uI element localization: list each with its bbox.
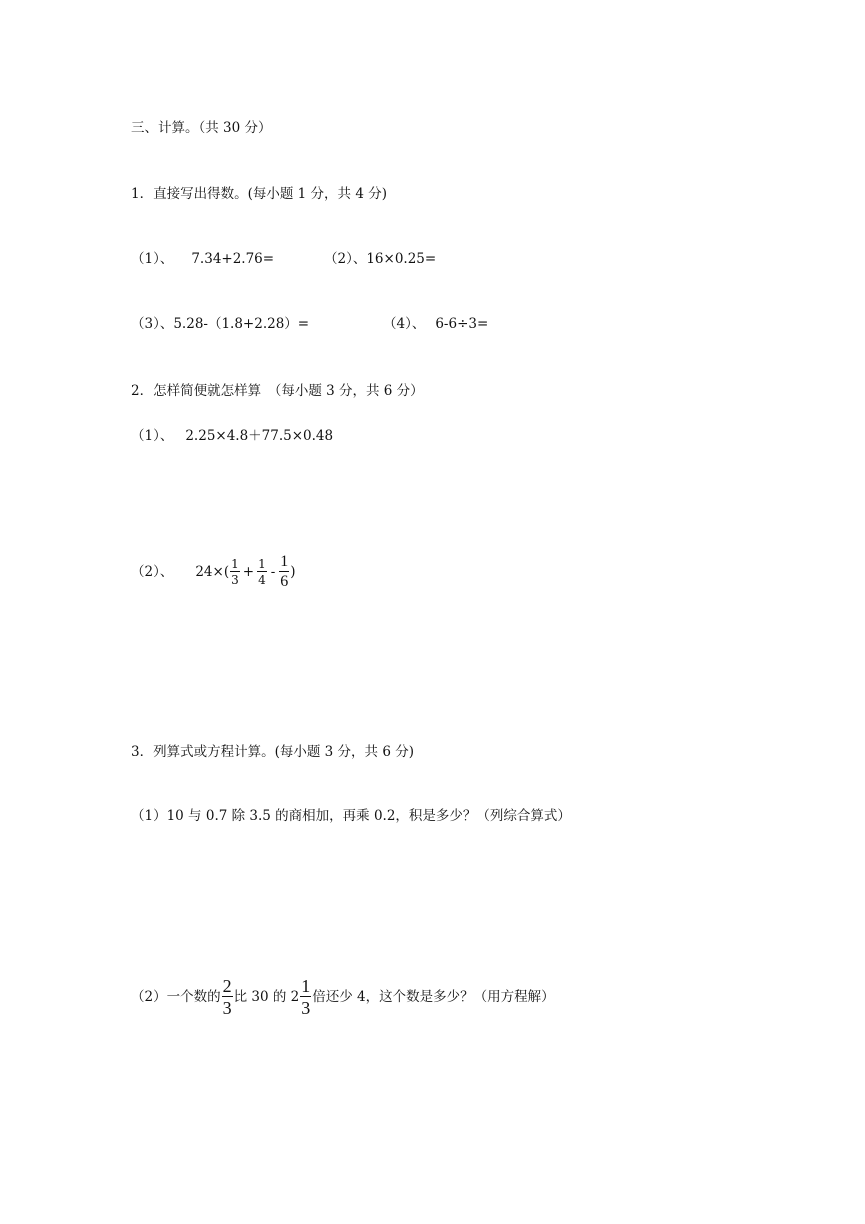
q1-item-3-expr: 5.28-（1.8+2.28）= <box>173 316 310 332</box>
q3-item-2 <box>131 974 555 1020</box>
q2-item-2 <box>131 551 296 593</box>
q1-item-3-label: （3）、 <box>131 316 174 332</box>
q3-header: 3．列算式或方程计算。(每小题 3 分，共 6 分) <box>131 744 414 760</box>
q1-item-2-label: （2）、 <box>324 251 367 267</box>
q1-item-1-label: （1）、 <box>131 251 174 267</box>
q2-item-2-label: （2）、 <box>131 564 174 580</box>
q2-item-1 <box>131 426 333 446</box>
minus-operator: - <box>270 564 276 580</box>
q1-item-1-expr: 7.34+2.76= <box>191 251 275 267</box>
q1-item-2 <box>324 249 436 269</box>
q1-item-4-expr: 6-6÷3= <box>435 316 489 332</box>
q3-item-2-part3: 倍还少 4，这个数是多少？（用方程解） <box>312 989 555 1005</box>
fraction-one-third: $\frac{1}{3}$ <box>231 557 239 587</box>
q1-item-1 <box>131 249 274 269</box>
fraction-one-sixth: $\frac{1}{6}$ <box>280 553 289 590</box>
q2-item-1-label: （1）、 <box>131 428 174 444</box>
q1-item-4 <box>383 314 488 334</box>
q2-item-2-prefix: 24×( <box>195 564 230 580</box>
q1-item-4-label: （4）、 <box>383 316 426 332</box>
q1-item-3 <box>131 314 309 334</box>
fraction-one-third-mixed: $\frac{1}{3}$ <box>301 976 311 1018</box>
q3-item-1: （1）10 与 0.7 除 3.5 的商相加，再乘 0.2，积是多少？（列综合算式） <box>131 808 571 824</box>
fraction-two-thirds: $\frac{2}{3}$ <box>222 976 232 1018</box>
plus-operator: + <box>242 564 255 580</box>
q2-item-1-expr: 2.25×4.8＋77.5×0.48 <box>185 428 334 444</box>
q3-item-2-part2: 比 30 的 2 <box>233 989 300 1005</box>
q1-item-2-expr: 16×0.25= <box>366 251 437 267</box>
q1-header: 1．直接写出得数。(每小题 1 分，共 4 分) <box>131 186 387 202</box>
q2-item-2-suffix: ) <box>290 564 296 580</box>
fraction-one-fourth: $\frac{1}{4}$ <box>258 557 266 587</box>
q3-item-2-part1: （2）一个数的 <box>131 989 221 1005</box>
q2-header: 2．怎样简便就怎样算 （每小题 3 分，共 6 分） <box>131 383 424 399</box>
section-title: 三、计算。（共 30 分） <box>131 120 272 136</box>
